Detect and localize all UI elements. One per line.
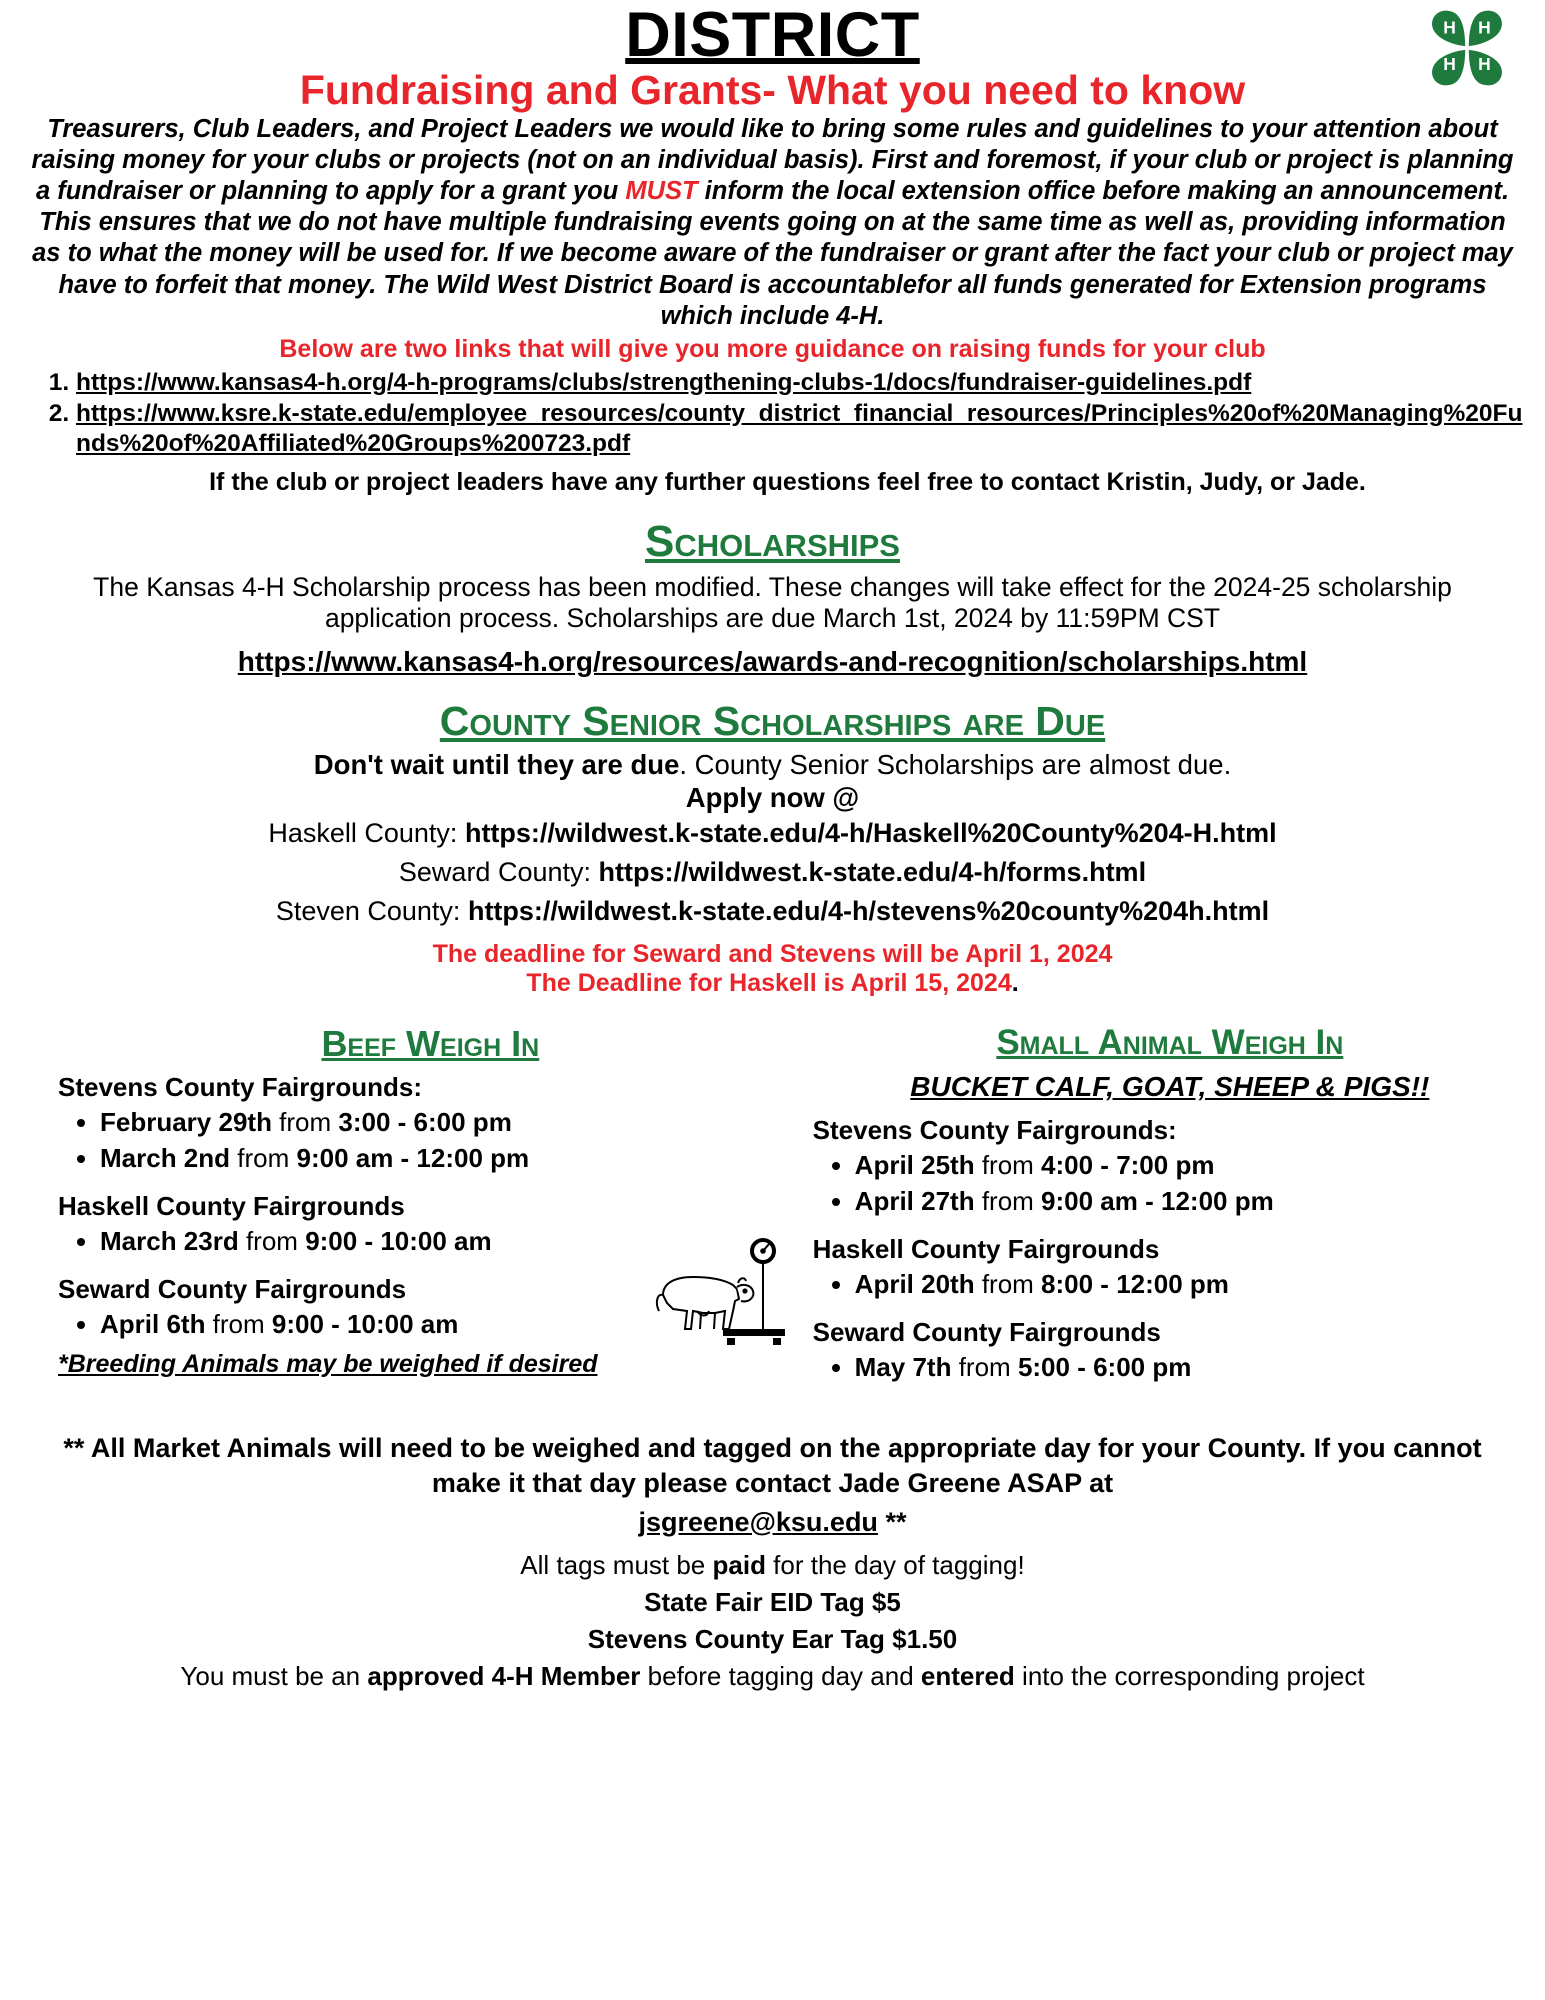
intro-contact-note: If the club or project leaders have any further questions feel free to contact Kristin, Judy, or Jade.: [209, 468, 1366, 497]
haskell-county-label: Haskell County:: [268, 818, 465, 849]
list-item[interactable]: [76, 399, 1527, 459]
market-animals-note: ** All Market Animals will need to be weighed and tagged on the appropriate day for your County. If you cannot make it that day please contact Jade Greene ASAP at: [63, 1432, 1482, 1498]
from-label: from: [271, 1107, 339, 1138]
stevens-county-link[interactable]: https://wildwest.k-state.edu/4-h/stevens%20county%204h.html: [467, 896, 1270, 927]
tags-post: for the day of tagging!: [765, 1549, 1025, 1580]
beef-dates-stevens: [58, 1105, 803, 1175]
stevens-county-label: Steven County:: [275, 896, 468, 927]
haskell-county-link[interactable]: https://wildwest.k-state.edu/4-h/Haskell%20County%204-H.html: [464, 818, 1277, 849]
svg-text:H: H: [1478, 17, 1491, 38]
small-animal-dates-seward: [813, 1350, 1527, 1384]
time-label: 9:00 - 10:00 am: [305, 1225, 492, 1256]
time-label: 5:00 - 6:00 pm: [1017, 1352, 1192, 1383]
last-mid: before tagging day and: [640, 1660, 921, 1691]
beef-venue-haskell: Haskell County Fairgrounds: [58, 1190, 405, 1221]
deadline-period: .: [1011, 969, 1019, 997]
last-pre: You must be an: [180, 1660, 368, 1691]
small-animal-venue-seward: Seward County Fairgrounds: [812, 1317, 1161, 1348]
svg-text:H: H: [1443, 54, 1456, 75]
county-senior-note: [28, 749, 1517, 781]
from-label: from: [230, 1142, 297, 1173]
last-bold1: approved 4-H Member: [367, 1660, 641, 1691]
intro-paragraph: [24, 114, 1521, 332]
beef-weigh-in-column: [18, 1022, 803, 1401]
from-label: from: [974, 1268, 1042, 1299]
small-animal-venue-haskell: Haskell County Fairgrounds: [812, 1233, 1160, 1264]
small-animal-weigh-in-heading: Small Animal Weigh In: [996, 1022, 1344, 1062]
apply-now-label: Apply now @: [685, 781, 860, 813]
date-label: February 29th: [100, 1107, 272, 1138]
cow-on-scale-illustration: [645, 1233, 795, 1353]
intro-must: MUST: [625, 177, 698, 206]
list-item: [855, 1148, 1527, 1182]
contact-email-line: [18, 1507, 1527, 1538]
from-label: from: [951, 1352, 1018, 1383]
beef-weigh-in-heading: Beef Weigh In: [321, 1022, 540, 1064]
small-animal-venue-stevens: Stevens County Fairgrounds:: [812, 1115, 1177, 1146]
deadline-haskell: The Deadline for Haskell is April 15, 2024: [526, 969, 1012, 997]
from-label: from: [205, 1309, 272, 1340]
from-label: from: [981, 1185, 1042, 1216]
breeding-animals-note: *Breeding Animals may be weighed if desired: [58, 1349, 598, 1378]
small-animal-species-note: BUCKET CALF, GOAT, SHEEP & PIGS!!: [910, 1071, 1430, 1103]
list-item: [100, 1141, 803, 1175]
county-senior-note-bold: Don't wait until they are due: [313, 749, 680, 781]
last-bold2: entered: [920, 1660, 1015, 1691]
scholarships-heading: Scholarships: [645, 517, 900, 567]
list-item: [855, 1267, 1527, 1301]
list-item: [855, 1184, 1527, 1218]
svg-text:H: H: [1478, 54, 1491, 75]
small-animal-dates-stevens: [813, 1148, 1527, 1218]
contact-email-link[interactable]: jsgreene@ksu.edu: [638, 1506, 878, 1537]
time-label: 9:00 am - 12:00 pm: [296, 1142, 530, 1173]
seward-county-label: Seward County:: [398, 857, 599, 888]
date-label: April 25th: [854, 1150, 975, 1181]
date-label: March 2nd: [100, 1142, 231, 1173]
intro-part1: Treasurers, Club Leaders, and Project Leaders we would like to bring some rules and guidelines to your attention about raising money for your clubs or projects (not on an individual basis). First and foremost, if your club or project is planning a fundraiser or planning to apply for a grant you: [31, 115, 1514, 206]
scholarships-body: The Kansas 4-H Scholarship process has been modified. These changes will take effect for the 2024-25 scholarship application process. Scholarships are due March 1st, 2024 by 11:59PM CST: [93, 571, 1452, 633]
time-label: 9:00 - 10:00 am: [271, 1309, 459, 1340]
list-item[interactable]: [76, 368, 1527, 398]
time-label: 4:00 - 7:00 pm: [1041, 1150, 1215, 1181]
deadline-seward-stevens: The deadline for Seward and Stevens will be April 1, 2024: [432, 939, 1113, 968]
tags-pre: All tags must be: [520, 1549, 713, 1580]
stevens-county-line: [18, 892, 1527, 931]
last-post: into the corresponding project: [1014, 1660, 1365, 1691]
time-label: 3:00 - 6:00 pm: [338, 1107, 512, 1138]
date-label: April 27th: [854, 1185, 982, 1216]
county-senior-note-rest: . County Senior Scholarships are almost due.: [679, 749, 1232, 781]
county-senior-heading: County Senior Scholarships are Due: [439, 698, 1106, 745]
from-label: from: [238, 1225, 306, 1256]
tag-payment-note: [18, 1548, 1527, 1583]
tags-bold: paid: [712, 1549, 766, 1580]
guidance-link-list: [18, 368, 1527, 459]
date-label: April 20th: [854, 1268, 975, 1299]
date-label: March 23rd: [100, 1225, 239, 1256]
svg-text:H: H: [1443, 17, 1456, 38]
approved-member-note: [18, 1659, 1527, 1694]
date-label: April 6th: [100, 1309, 206, 1340]
state-fair-tag-fee: State Fair EID Tag $5: [644, 1586, 901, 1617]
contact-email-tail: **: [877, 1506, 907, 1537]
beef-venue-seward: Seward County Fairgrounds: [58, 1274, 407, 1305]
scholarship-deadlines: [18, 940, 1527, 999]
haskell-county-line: [18, 814, 1527, 853]
intro-part2: inform the local extension office before making an announcement. This ensures that we do not have multiple fundraising events going on at the same time as well as, providing information as to what the money will be used for. If we become aware of the fundraiser or grant after the fact your club or project may have to forfeit that money. The Wild West District Board is accountablefor all funds generated for Extension programs which include 4-H.: [32, 177, 1513, 330]
list-item: [855, 1350, 1527, 1384]
managing-funds-link[interactable]: https://www.ksre.k-state.edu/employee_resources/county_district_financial_resources/Principles%20of%20Managing%20Funds%20of%20Affiliated%20Groups%200723.pdf: [76, 399, 1523, 457]
small-animal-weigh-in-column: [803, 1022, 1527, 1401]
small-animal-dates-haskell: [813, 1267, 1527, 1301]
page-title: DISTRICT: [625, 0, 920, 70]
fundraiser-guidelines-link[interactable]: https://www.kansas4-h.org/4-h-programs/clubs/strengthening-clubs-1/docs/fundraiser-guidelines.pdf: [76, 368, 1252, 396]
date-label: May 7th: [854, 1352, 952, 1383]
time-label: 9:00 am - 12:00 pm: [1041, 1185, 1274, 1216]
weigh-in-columns: [18, 1022, 1527, 1401]
4-h-clover-logo: [1411, 2, 1523, 94]
seward-county-link[interactable]: https://wildwest.k-state.edu/4-h/forms.html: [598, 857, 1147, 888]
intro-red-note: Below are two links that will give you more guidance on raising funds for your club: [279, 334, 1266, 363]
page-subtitle: Fundraising and Grants- What you need to know: [299, 67, 1246, 113]
beef-venue-stevens: Stevens County Fairgrounds:: [58, 1072, 423, 1103]
scholarships-link[interactable]: https://www.kansas4-h.org/resources/awards-and-recognition/scholarships.html: [237, 646, 1308, 678]
seward-county-line: [18, 853, 1527, 892]
stevens-ear-tag-fee: Stevens County Ear Tag $1.50: [587, 1623, 958, 1654]
time-label: 8:00 - 12:00 pm: [1041, 1268, 1229, 1299]
list-item: [100, 1105, 803, 1139]
from-label: from: [974, 1150, 1042, 1181]
